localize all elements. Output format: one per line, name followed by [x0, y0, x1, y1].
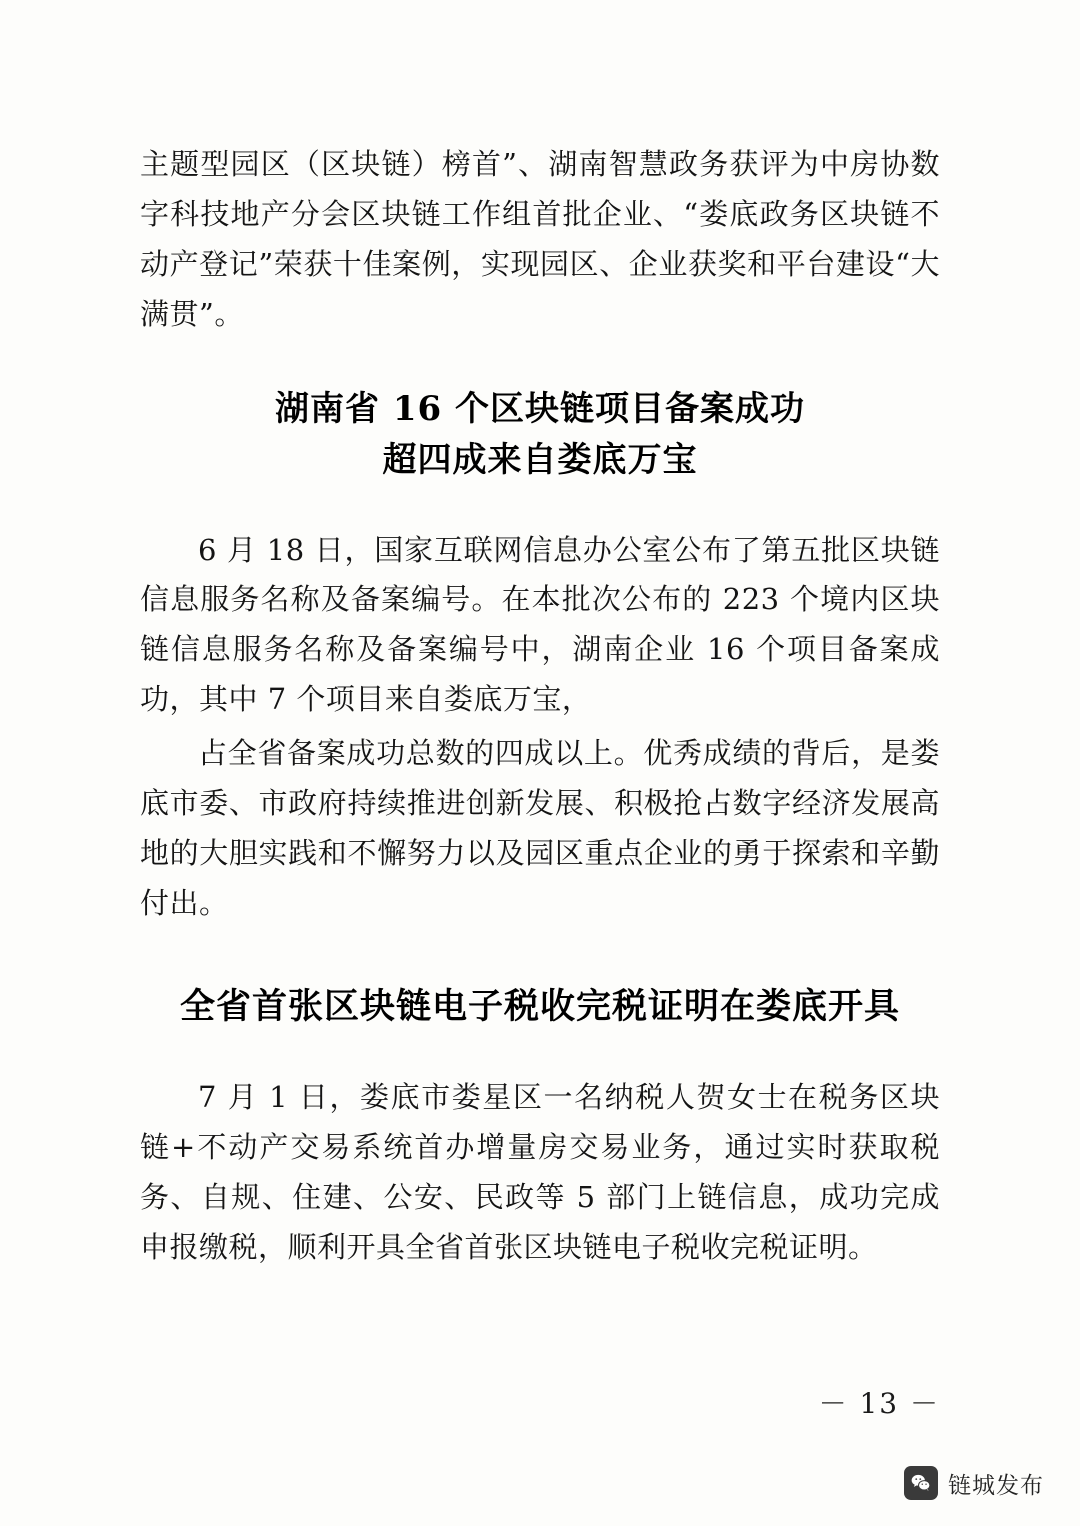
- section-one-body: [140, 526, 940, 929]
- section-one-title: [140, 384, 940, 486]
- wechat-official-account-icon: [904, 1466, 938, 1500]
- footer-account-name: 链城发布: [948, 1472, 1044, 1499]
- section-one-title-line2: 超四成来自娄底万宝: [382, 439, 698, 480]
- section-two-body: [140, 1073, 940, 1273]
- section-two-title: 全省首张区块链电子税收完税证明在娄底开具: [179, 985, 900, 1027]
- section-one-paragraph-1: 6 月 18 日，国家互联网信息办公室公布了第五批区块链信息服务名称及备案编号。在本批次公布的 223 个境内区块链信息服务名称及备案编号中，湖南企业 16 个项目备案成功，其中 7 个项目来自娄底万宝，: [140, 532, 940, 717]
- page-content: [140, 140, 940, 1273]
- page-number: － 13 －: [818, 1387, 940, 1420]
- top-paragraph: 主题型园区（区块链）榜首”、湖南智慧政务获评为中房协数字科技地产分会区块链工作组首批企业、“娄底政务区块链不动产登记”荣获十佳案例，实现园区、企业获奖和平台建设“大满贯”。: [140, 147, 940, 331]
- section-two-paragraph-1: 7 月 1 日，娄底市娄星区一名纳税人贺女士在税务区块链+不动产交易系统首办增量房交易业务，通过实时获取税务、自规、住建、公安、民政等 5 部门上链信息，成功完成申报缴税，顺利开具全省首张区块链电子税收完税证明。: [140, 1080, 940, 1264]
- section-one-title-line1: 湖南省 16 个区块链项目备案成功: [275, 388, 805, 429]
- section-one-paragraph-2: 占全省备案成功总数的四成以上。优秀成绩的背后，是娄底市委、市政府持续推进创新发展、积极抢占数字经济发展高地的大胆实践和不懈努力以及园区重点企业的勇于探索和辛勤付出。: [140, 736, 940, 920]
- footer-account-badge: [904, 1466, 1044, 1500]
